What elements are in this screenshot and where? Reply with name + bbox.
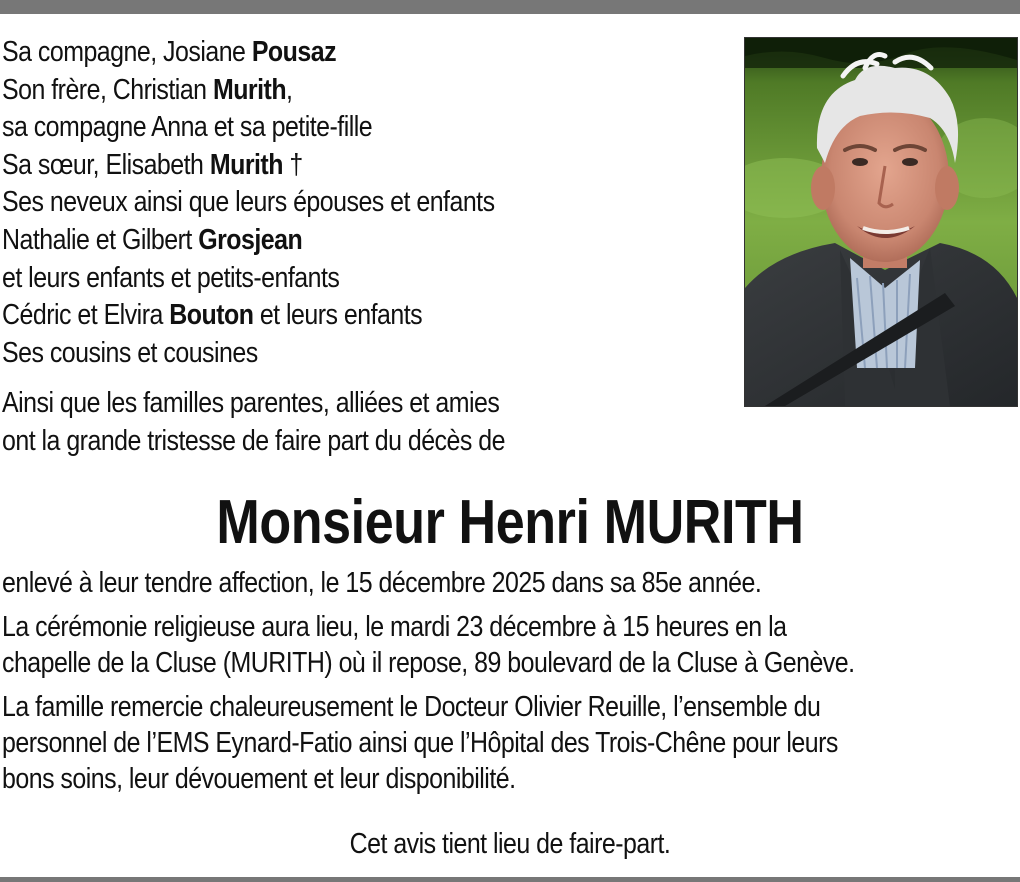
family-line (2, 109, 621, 147)
family-list (2, 34, 722, 372)
portrait-illustration (745, 38, 1017, 406)
family-surname: Grosjean (198, 223, 303, 256)
intro-line-2: ont la grande tristesse de faire part du décès de (2, 425, 505, 457)
announcement-intro (2, 384, 722, 460)
family-line-text: sa compagne Anna et sa petite-fille (2, 111, 373, 144)
thanks-line-3: bons soins, leur dévouement et leur disponibilité. (2, 763, 516, 795)
family-line (2, 72, 621, 110)
family-surname: Murith (212, 73, 287, 106)
closing-note: Cet avis tient lieu de faire-part. (349, 828, 671, 860)
family-line (2, 222, 621, 260)
family-line (2, 335, 621, 373)
intro-line-1: Ainsi que les familles parentes, alliées et amies (2, 387, 500, 419)
family-line-text: Nathalie et Gilbert (2, 223, 199, 256)
bottom-rule (0, 877, 1020, 882)
family-line (2, 34, 621, 72)
family-line (2, 297, 621, 335)
family-surname: Murith (209, 148, 283, 181)
top-rule (0, 0, 1020, 14)
family-line-suffix: , (286, 73, 293, 106)
family-line-suffix: et leurs enfants (253, 299, 423, 332)
deceased-name: Monsieur Henri MURITH (216, 488, 804, 557)
family-line (2, 260, 621, 298)
family-line (2, 147, 621, 185)
paragraph-gap (2, 681, 1020, 689)
family-line-text: Sa sœur, Elisabeth (2, 148, 210, 181)
family-surname: Pousaz (251, 36, 337, 68)
family-line-text: Ses cousins et cousines (2, 336, 258, 369)
family-line-text: Ses neveux ainsi que leurs épouses et enfants (2, 186, 495, 219)
obituary-details (2, 565, 1020, 797)
family-line (2, 184, 621, 222)
thanks-line-1: La famille remercie chaleureusement le Docteur Olivier Reuille, l’ensemble du (2, 691, 821, 723)
family-line-text: Son frère, Christian (2, 73, 213, 106)
family-line-text: Cédric et Elvira (2, 299, 170, 332)
thanks-line-2: personnel de l’EMS Eynard-Fatio ainsi que l’Hôpital des Trois-Chêne pour leurs (2, 727, 838, 759)
ceremony-line-2: chapelle de la Cluse (MURITH) où il repose, 89 boulevard de la Cluse à Genève. (2, 647, 855, 679)
portrait-photo (744, 37, 1018, 407)
passing-notice: enlevé à leur tendre affection, le 15 décembre 2025 dans sa 85e année. (2, 567, 762, 599)
family-line-suffix: † (282, 148, 303, 181)
ceremony-line-1: La cérémonie religieuse aura lieu, le mardi 23 décembre à 15 heures en la (2, 611, 787, 643)
family-line-text: Sa compagne, Josiane (2, 36, 252, 68)
paragraph-gap (2, 601, 1020, 609)
family-surname: Bouton (169, 299, 254, 332)
family-line-text: et leurs enfants et petits-enfants (2, 261, 340, 294)
